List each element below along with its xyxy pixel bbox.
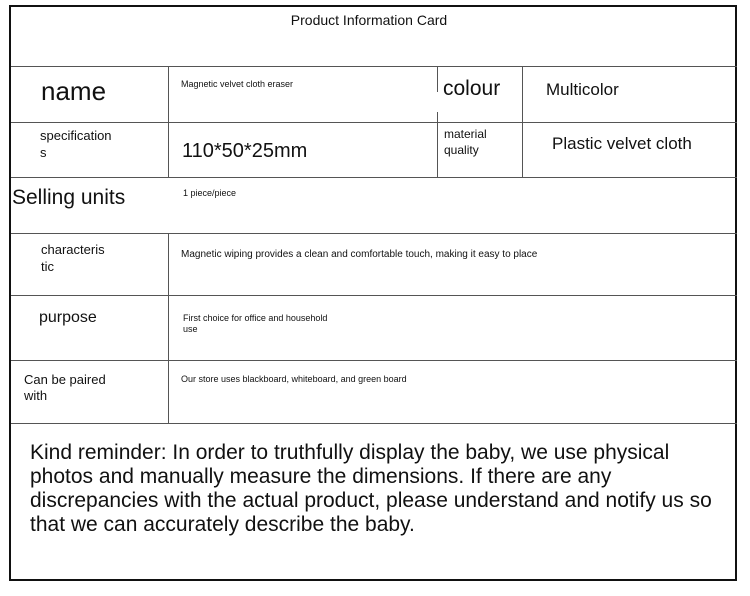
- material-quality-label-line1: material: [444, 127, 487, 141]
- material-quality-label-line2: quality: [444, 143, 479, 157]
- name-label: name: [41, 76, 107, 106]
- row-divider: [11, 295, 737, 296]
- row-divider: [11, 122, 737, 123]
- column-divider: [522, 66, 523, 177]
- material-quality-value: Plastic velvet cloth: [552, 134, 692, 153]
- row-divider: [11, 423, 737, 424]
- column-divider: [437, 112, 438, 122]
- card-title: Product Information Card: [290, 12, 448, 28]
- column-divider: [168, 233, 169, 423]
- colour-label: colour: [443, 77, 501, 100]
- column-divider: [168, 66, 169, 177]
- name-value: Magnetic velvet cloth eraser: [181, 79, 294, 89]
- characteristic-label-line2: tic: [41, 259, 54, 274]
- purpose-value-line1: First choice for office and household: [183, 313, 328, 323]
- paired-with-label-line2: with: [24, 388, 48, 403]
- row-divider: [11, 233, 737, 234]
- column-divider: [437, 122, 438, 177]
- selling-units-value: 1 piece/piece: [183, 188, 237, 198]
- characteristic-value: Magnetic wiping provides a clean and comfortable touch, making it easy to place: [181, 249, 538, 260]
- selling-units-label: Selling units: [12, 186, 126, 209]
- column-divider: [437, 66, 438, 92]
- row-divider: [11, 360, 737, 361]
- kind-reminder-text: Kind reminder: In order to truthfully display the baby, we use physical photos and manually measure the dimensions. If there are any discrepancies with the actual product, please understand and notify us so that we can accurately describe the baby.: [30, 441, 712, 536]
- purpose-value-line2: use: [183, 324, 198, 334]
- specifications-label-line2: s: [40, 145, 47, 160]
- row-divider: [11, 66, 737, 67]
- purpose-label: purpose: [39, 309, 97, 326]
- colour-value: Multicolor: [546, 80, 619, 99]
- specifications-label-line1: specification: [40, 128, 112, 143]
- row-divider: [11, 177, 737, 178]
- characteristic-label-line1: characteris: [41, 242, 105, 257]
- paired-with-value: Our store uses blackboard, whiteboard, and green board: [181, 374, 407, 384]
- specifications-value: 110*50*25mm: [182, 140, 308, 162]
- paired-with-label-line1: Can be paired: [24, 372, 106, 387]
